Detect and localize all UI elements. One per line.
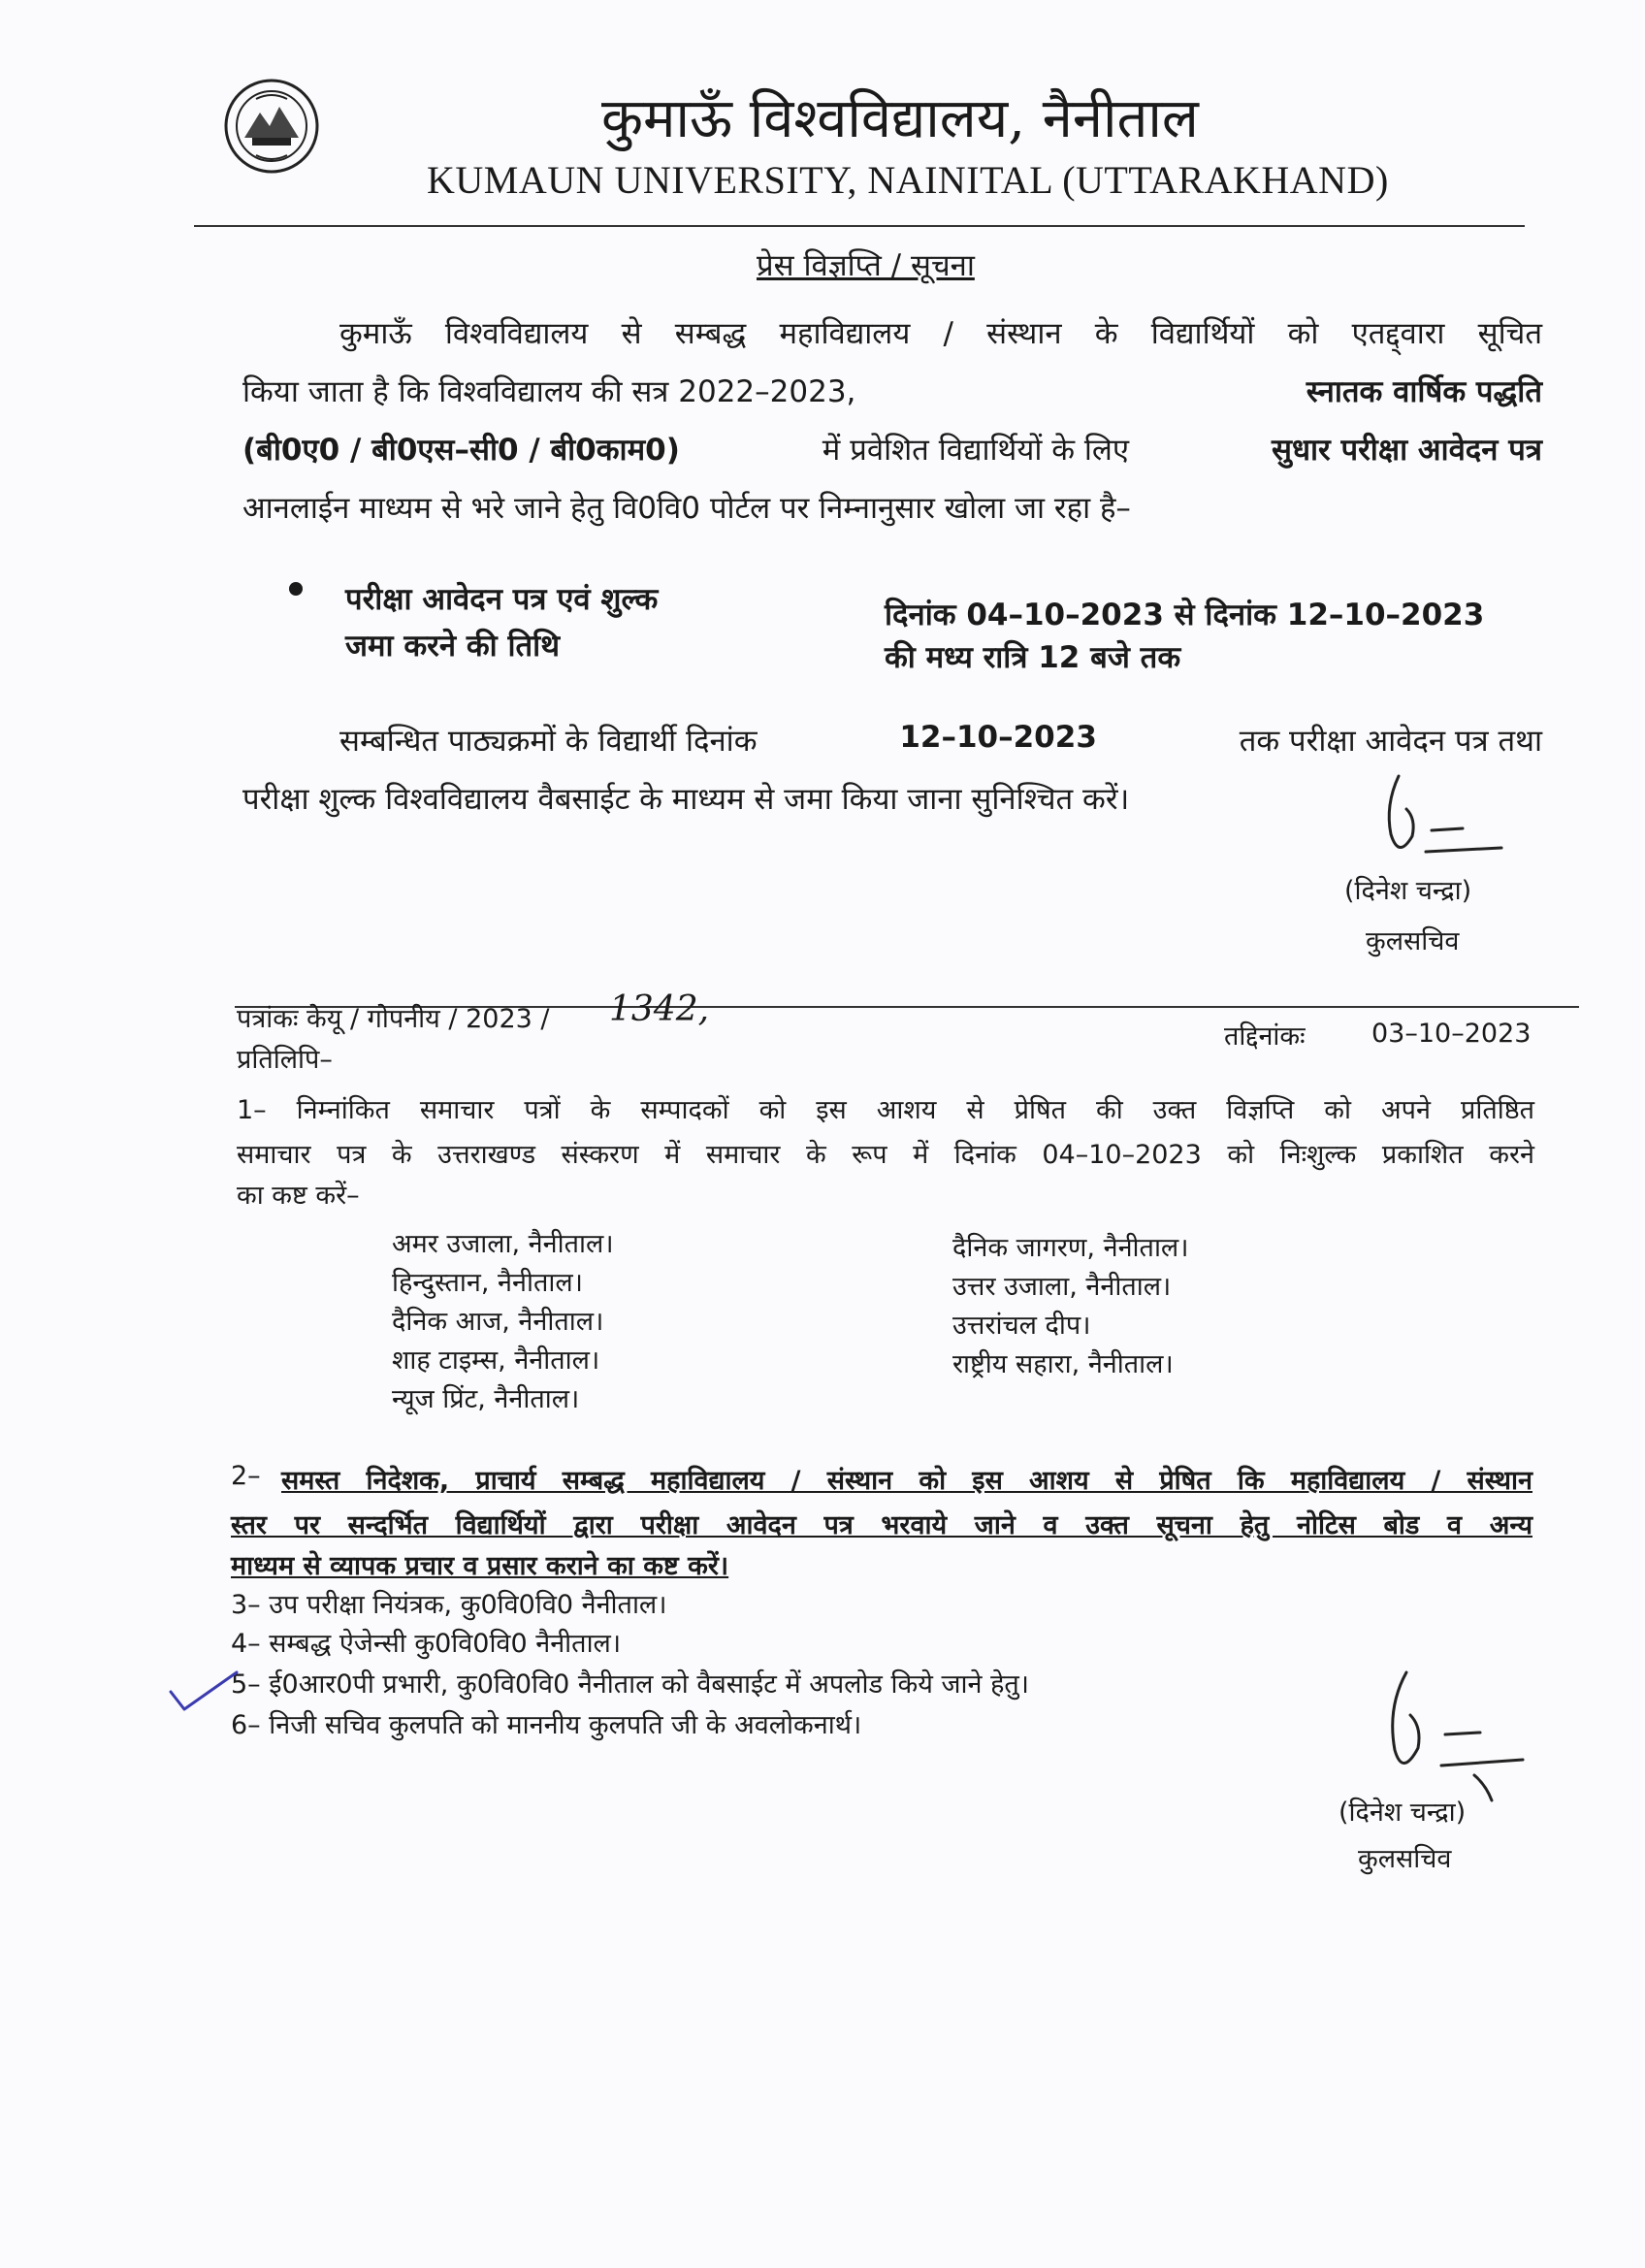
- letter-number-handwritten: 1342,: [609, 989, 710, 1029]
- para2-line1-text: सम्बन्धित पाठ्यक्रमों के विद्यार्थी दिनांक: [339, 724, 758, 759]
- para2-last-date: 12–10–2023: [899, 720, 1097, 755]
- copy-item2-line3: माध्यम से व्यापक प्रचार व प्रसार कराने का कष्ट करें।: [231, 1551, 729, 1581]
- signature-icon: [1377, 766, 1523, 873]
- university-title-hindi: कुमाऊँ विश्वविद्यालय, नैनीताल: [601, 87, 1199, 150]
- bullet-icon: [289, 582, 303, 596]
- university-title-english: KUMAUN UNIVERSITY, NAINITAL (UTTARAKHAND): [427, 158, 1389, 202]
- para2-line1: [339, 720, 1542, 761]
- copy-item4: 4– सम्बद्ध ऐजेन्सी कु0वि0वि0 नैनीताल।: [231, 1629, 622, 1659]
- copy-item1-line2: समाचार पत्र के उत्तराखण्ड संस्करण में समाचार के रूप में दिनांक 04–10–2023 को निःशुल्क प्रकाशित करने: [237, 1140, 1534, 1170]
- para1-line2: [242, 371, 1542, 411]
- date-label: तद्दिनांकः: [1224, 1021, 1306, 1052]
- para1-line2-text: किया जाता है कि विश्वविद्यालय की सत्र 2022–2023,: [242, 374, 856, 409]
- newspaper-item: उत्तर उजाला, नैनीताल।: [952, 1272, 1172, 1302]
- university-seal-icon: [223, 78, 320, 175]
- date-value: 03–10–2023: [1371, 1019, 1532, 1049]
- para1-form-type: सुधार परीक्षा आवेदन पत्र: [1272, 433, 1542, 468]
- signatory-designation: कुलसचिव: [1366, 926, 1460, 956]
- schedule-value-line2: की मध्य रात्रि 12 बजे तक: [885, 640, 1181, 675]
- newspaper-item: अमर उजाला, नैनीताल।: [392, 1229, 614, 1259]
- newspaper-item: उत्तरांचल दीप।: [952, 1311, 1091, 1341]
- para1-programme: स्नातक वार्षिक पद्धति: [1306, 374, 1542, 409]
- copy-item3: 3– उप परीक्षा नियंत्रक, कु0वि0वि0 नैनीताल।: [231, 1590, 667, 1620]
- para2-line2: परीक्षा शुल्क विश्वविद्यालय वैबसाईट के माध्यम से जमा किया जाना सुनिश्चित करें।: [242, 782, 1130, 817]
- signature-icon: [1377, 1659, 1542, 1804]
- para1-courses: (बी0ए0 / बी0एस–सी0 / बी0काम0): [242, 433, 680, 468]
- copy-label: प्रतिलिपि–: [237, 1045, 333, 1075]
- newspaper-item: दैनिक आज, नैनीताल।: [392, 1307, 604, 1337]
- notice-heading: प्रेस विज्ञप्ति / सूचना: [757, 248, 975, 283]
- newspaper-item: राष्ट्रीय सहारा, नैनीताल।: [952, 1349, 1174, 1379]
- copy-item2-line1: समस्त निदेशक, प्राचार्य सम्बद्ध महाविद्यालय / संस्थान को इस आशय से प्रेषित कि महाविद्यालय / संस्थान: [281, 1466, 1532, 1496]
- para1-line4: आनलाईन माध्यम से भरे जाने हेतु वि0वि0 पोर्टल पर निम्नानुसार खोला जा रहा है–: [242, 491, 1131, 526]
- para1-line3: [242, 429, 1542, 470]
- para1-line3-text: में प्रवेशित विद्यार्थियों के लिए: [822, 433, 1130, 468]
- copy-item5: 5– ई0आर0पी प्रभारी, कु0वि0वि0 नैनीताल को वैबसाईट में अपलोड किये जाने हेतु।: [231, 1669, 1030, 1700]
- copy-item2-line2: स्तर पर सन्दर्भित विद्यार्थियों द्वारा परीक्षा आवेदन पत्र भरवाये जाने व उक्त सूचना हेतु नोटिस बोड व अन्य: [231, 1510, 1532, 1540]
- header-divider: [194, 225, 1525, 227]
- copy-item6: 6– निजी सचिव कुलपति को माननीय कुलपति जी के अवलोकनार्थ।: [231, 1710, 862, 1740]
- footer-signatory-name: (दिनेश चन्द्रा): [1339, 1798, 1467, 1828]
- newspaper-item: हिन्दुस्तान, नैनीताल।: [392, 1268, 583, 1298]
- letter-number-label: पत्रांकः केयू / गोपनीय / 2023 /: [237, 1004, 550, 1034]
- para1-line1: कुमाऊँ विश्वविद्यालय से सम्बद्ध महाविद्यालय / संस्थान के विद्यार्थियों को एतद्द्वारा सूचित: [339, 316, 1542, 351]
- schedule-label-line1: परीक्षा आवेदन पत्र एवं शुल्क: [345, 582, 659, 617]
- copy-item1-line3: का कष्ट करें–: [237, 1181, 360, 1211]
- copy-item2-number: 2–: [231, 1461, 261, 1491]
- footer-signatory-designation: कुलसचिव: [1358, 1844, 1452, 1874]
- newspaper-item: शाह टाइम्स, नैनीताल।: [392, 1345, 600, 1376]
- schedule-label-line2: जमा करने की तिथि: [345, 629, 561, 664]
- copy-item1-line1: 1– निम्नांकित समाचार पत्रों के सम्पादकों को इस आशय से प्रेषित की उक्त विज्ञप्ति को अपने प्रतिष्ठित: [237, 1095, 1534, 1125]
- newspaper-item: दैनिक जागरण, नैनीताल।: [952, 1233, 1189, 1263]
- checkmark-icon: [165, 1667, 242, 1715]
- signatory-name: (दिनेश चन्द्रा): [1344, 876, 1472, 906]
- newspaper-item: न्यूज प्रिंट, नैनीताल।: [392, 1384, 580, 1414]
- schedule-value-line1: दिनांक 04–10–2023 से दिनांक 12–10–2023: [885, 598, 1485, 632]
- para2-line1-tail: तक परीक्षा आवेदन पत्र तथा: [1239, 724, 1542, 759]
